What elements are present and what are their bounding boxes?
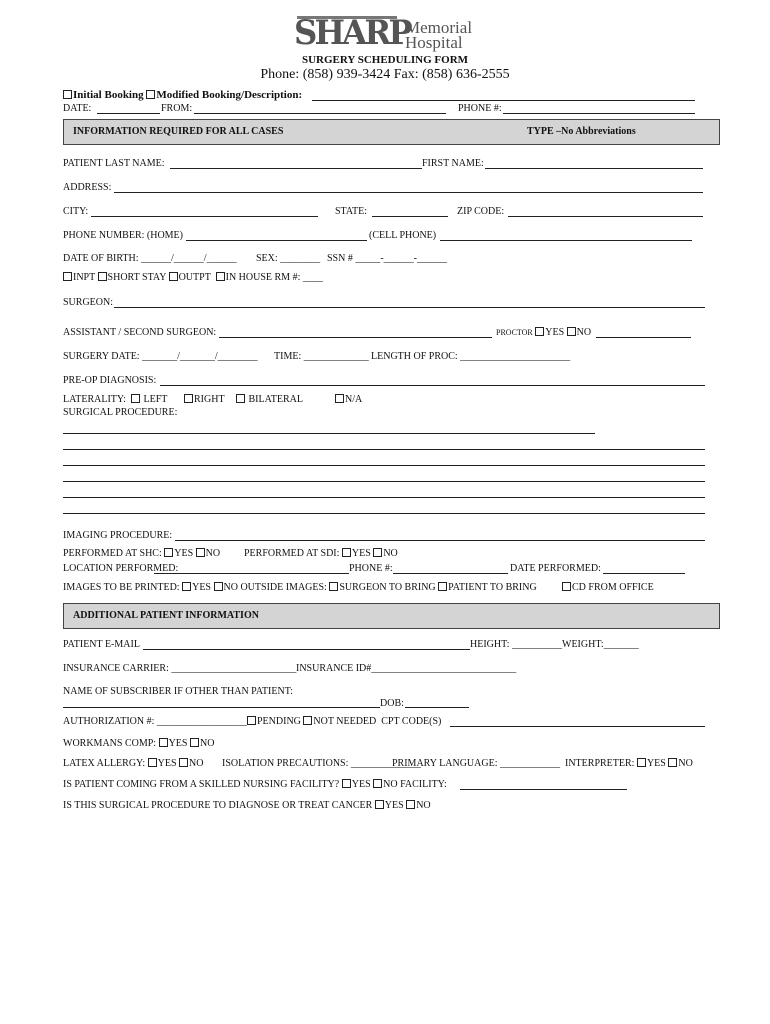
phone-home-field[interactable] [186,240,367,241]
phone-cell-label: (CELL PHONE) [369,230,437,241]
laterality-left [131,394,167,405]
snf-yes-label: YES [351,779,371,790]
cancer-yes-checkbox[interactable] [375,800,384,809]
admission-type-row [63,272,323,283]
outpt-label: OUTPT [178,272,211,283]
laterality-bilateral-label: BILATERAL [248,394,303,405]
sharp-logo: SHARP [294,13,410,53]
logo-subtitle [405,20,472,50]
language-field[interactable]: PRIMARY LANGUAGE: ____________ [392,758,560,769]
sdi-yes-checkbox[interactable] [342,548,351,557]
workmans-comp-label: WORKMANS COMP: [63,738,157,749]
cd-office-checkbox[interactable] [562,582,571,591]
shc-yes-checkbox[interactable] [164,548,173,557]
booking-type [63,89,302,101]
imaging-phone-field[interactable] [393,573,508,574]
latex-yes-checkbox[interactable] [148,758,157,767]
workmans-no-checkbox[interactable] [190,738,199,747]
subscriber-dob-label: DOB: [380,698,404,709]
booking-from-field[interactable] [194,113,446,114]
performed-shc-row [63,548,220,559]
imaging-phone-label: PHONE #: [349,563,393,574]
date-performed-label: DATE PERFORMED: [510,563,601,574]
proctor-no-checkbox[interactable] [567,327,576,336]
procedure-line-5[interactable] [63,497,705,498]
surgery-date-field[interactable]: SURGERY DATE: _______/_______/________ [63,351,258,362]
cancer-row [63,800,431,811]
dob-field[interactable]: DATE OF BIRTH: ______/______/______ [63,253,237,264]
laterality-left-label: LEFT [143,394,168,405]
proctor-no-label: NO [576,327,592,338]
form-title: SURGERY SCHEDULING FORM [301,54,469,66]
images-printed-label: IMAGES TO BE PRINTED: [63,582,180,593]
isolation-field[interactable]: ISOLATION PRECAUTIONS: ______________ [222,758,421,769]
interpreter-yes-label: YES [646,758,666,769]
logo-line-2: Hospital [405,33,463,52]
laterality-right [184,394,225,405]
procedure-line-1[interactable] [63,433,595,434]
in-house-checkbox[interactable] [216,272,225,281]
cpt-label: CPT CODE(S) [381,716,442,727]
laterality-label: LATERALITY: [63,394,126,405]
facility-field[interactable] [460,789,627,790]
surgical-procedure-label: SURGICAL PROCEDURE: [63,407,178,418]
procedure-line-2[interactable] [63,449,705,450]
interpreter-yes-checkbox[interactable] [637,758,646,767]
outside-images-label: OUTSIDE IMAGES: [240,582,327,593]
printed-no-label: NO [223,582,238,593]
last-name-label: PATIENT LAST NAME: [63,158,165,169]
laterality-right-checkbox[interactable] [184,394,193,403]
logo-line-1: Memorial [405,18,473,37]
shc-yes-label: YES [174,548,194,559]
city-label: CITY: [63,206,89,217]
performed-sdi-label: PERFORMED AT SDI: [244,548,340,559]
laterality-na-checkbox[interactable] [335,394,344,403]
proctor-yes-checkbox[interactable] [535,327,544,336]
latex-yes-label: YES [157,758,177,769]
address-field[interactable] [114,192,703,193]
preop-field[interactable] [160,385,705,386]
short-stay-label: SHORT STAY [107,272,167,283]
assistant-field[interactable] [219,337,492,338]
phone-cell-field[interactable] [440,240,692,241]
height-field[interactable]: HEIGHT: __________ [470,639,562,650]
phone-home-label: PHONE NUMBER: (HOME) [63,230,183,241]
performed-sdi-row [244,548,398,559]
address-label: ADDRESS: [63,182,112,193]
latex-label: LATEX ALLERGY: [63,758,146,769]
ssn-field[interactable]: SSN # _____-______-______ [327,253,448,264]
not-needed-label: NOT NEEDED [313,716,377,727]
initial-booking-checkbox[interactable] [63,90,72,99]
proctor-row [496,327,591,338]
performed-shc-label: PERFORMED AT SHC: [63,548,162,559]
inpt-checkbox[interactable] [63,272,72,281]
first-name-label: FIRST NAME: [422,158,484,169]
snf-yes-checkbox[interactable] [342,779,351,788]
sdi-no-checkbox[interactable] [373,548,382,557]
latex-allergy-row [63,758,204,769]
proctor-yes-label: YES [545,327,565,338]
in-house-label[interactable]: IN HOUSE RM #: ____ [225,272,323,283]
contact-line: Phone: (858) 939-3424 Fax: (858) 636-2555 [260,67,510,82]
subscriber-field[interactable] [63,707,380,708]
short-stay-checkbox[interactable] [98,272,107,281]
cd-office-label: CD FROM OFFICE [572,582,654,593]
imaging-procedure-field[interactable] [175,540,705,541]
interpreter-no-checkbox[interactable] [668,758,677,767]
section-required-title: INFORMATION REQUIRED FOR ALL CASES [73,126,284,137]
workmans-no-label: NO [199,738,215,749]
laterality-bilateral-checkbox[interactable] [236,394,245,403]
insurance-carrier-field[interactable]: INSURANCE CARRIER: _________________________ [63,663,297,674]
state-field[interactable] [372,216,448,217]
snf-no-label: NO [383,779,398,790]
modified-booking-checkbox[interactable] [146,90,155,99]
laterality-bilateral [236,394,303,405]
workmans-yes-label: YES [168,738,188,749]
sdi-yes-label: YES [351,548,371,559]
laterality-na-label: N/A [345,394,363,405]
section-additional-title: ADDITIONAL PATIENT INFORMATION [73,610,259,621]
shc-no-label: NO [205,548,221,559]
subscriber-dob-field[interactable] [405,707,469,708]
city-field[interactable] [91,216,318,217]
workmans-comp-row [63,738,214,749]
modified-description-field[interactable] [312,100,695,101]
email-label: PATIENT E-MAIL [63,639,140,650]
laterality-left-checkbox[interactable] [131,394,140,403]
laterality-na [335,394,362,405]
surgeon-label: SURGEON: [63,297,114,308]
booking-from-label: FROM: [161,103,193,114]
shc-no-checkbox[interactable] [196,548,205,557]
state-label: STATE: [335,206,367,217]
authorization-field[interactable]: AUTHORIZATION #: __________________ [63,716,247,727]
assistant-label: ASSISTANT / SECOND SURGEON: [63,327,217,338]
preop-label: PRE-OP DIAGNOSIS: [63,375,157,386]
surgery-time-field[interactable]: TIME: _____________ [274,351,369,362]
section-required-banner [63,119,720,145]
first-name-field[interactable] [485,168,703,169]
procedure-line-4[interactable] [63,481,705,482]
cpt-field[interactable] [450,726,705,727]
interpreter-label: INTERPRETER: [565,758,635,769]
cancer-no-checkbox[interactable] [406,800,415,809]
pending-label: PENDING [257,716,301,727]
imaging-procedure-label: IMAGING PROCEDURE: [63,530,173,541]
booking-phone-label: PHONE #: [458,103,502,114]
inpt-label: INPT [73,272,96,283]
zip-field[interactable] [508,216,703,217]
procedure-line-3[interactable] [63,465,705,466]
surgeon-bring-label: SURGEON TO BRING [339,582,436,593]
booking-date-field[interactable] [97,113,160,114]
weight-field[interactable]: WEIGHT:_______ [562,639,639,650]
cancer-label: IS THIS SURGICAL PROCEDURE TO DIAGNOSE OR TREAT CANCER [63,800,373,811]
latex-no-label: NO [189,758,204,769]
zip-label: ZIP CODE: [457,206,505,217]
location-label: LOCATION PERFORMED: [63,563,179,574]
workmans-yes-checkbox[interactable] [159,738,168,747]
interpreter-no-label: NO [678,758,693,769]
printed-yes-label: YES [192,582,211,593]
surgeon-field[interactable] [114,307,705,308]
patient-bring-checkbox[interactable] [438,582,447,591]
length-of-proc-field[interactable]: LENGTH OF PROC: ______________________ [371,351,571,362]
booking-phone-field[interactable] [503,113,695,114]
latex-no-checkbox[interactable] [179,758,188,767]
printed-no-checkbox[interactable] [214,582,223,591]
cancer-yes-label: YES [384,800,404,811]
cd-office-option [562,582,654,593]
images-printed-row [63,582,537,593]
snf-row [63,779,447,790]
cancer-no-label: NO [416,800,431,811]
initial-booking-label: Initial Booking [73,89,144,101]
snf-no-checkbox[interactable] [373,779,382,788]
outpt-checkbox[interactable] [169,272,178,281]
last-name-field[interactable] [170,168,422,169]
not-needed-checkbox[interactable] [303,716,312,725]
proctor-name-field[interactable] [596,337,691,338]
proctor-label: PROCTOR [496,328,533,337]
email-field[interactable] [143,649,470,650]
modified-booking-label: Modified Booking/Description: [156,89,303,101]
section-additional-banner [63,603,720,629]
patient-bring-label: PATIENT TO BRING [448,582,537,593]
insurance-id-field[interactable]: INSURANCE ID#_____________________________ [296,663,517,674]
sex-field[interactable]: SEX: ________ [256,253,321,264]
procedure-line-6[interactable] [63,513,705,514]
printed-yes-checkbox[interactable] [182,582,191,591]
interpreter-row [565,758,693,769]
laterality-right-label: RIGHT [194,394,225,405]
surgeon-bring-checkbox[interactable] [329,582,338,591]
sdi-no-label: NO [383,548,398,559]
facility-label: FACILITY: [400,779,447,790]
booking-date-label: DATE: [63,103,92,114]
snf-label: IS PATIENT COMING FROM A SKILLED NURSING FACILITY? [63,779,340,790]
section-required-note: TYPE –No Abbreviations [527,126,636,137]
location-field[interactable] [154,573,349,574]
pending-checkbox[interactable] [247,716,256,725]
subscriber-label: NAME OF SUBSCRIBER IF OTHER THAN PATIENT: [63,686,294,697]
authorization-status [247,716,441,727]
date-performed-field[interactable] [603,573,685,574]
